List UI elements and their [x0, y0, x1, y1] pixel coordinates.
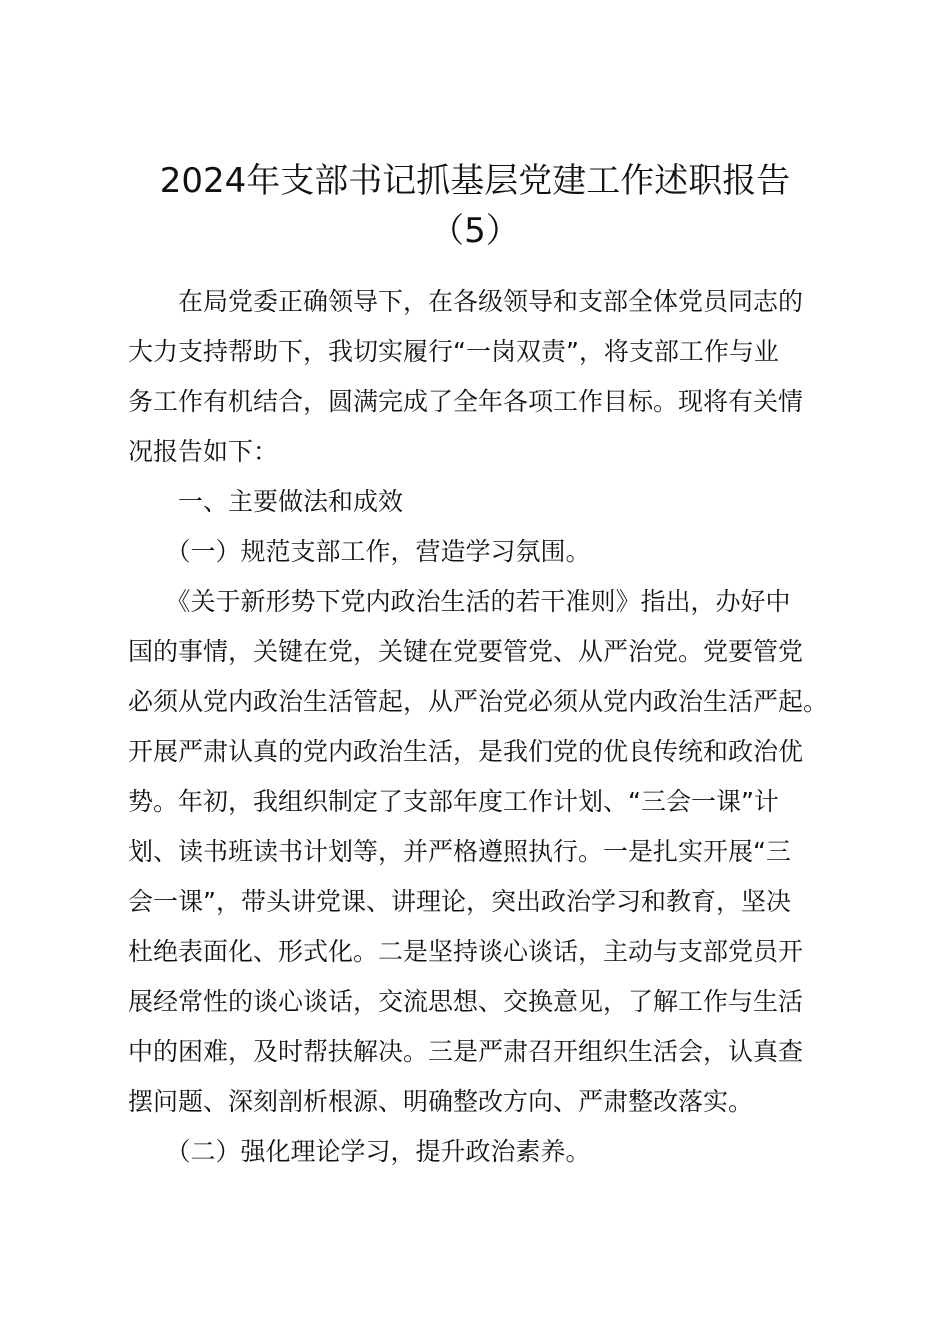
- body-line: 中的困难，及时帮扶解决。三是严肃召开组织生活会，认真查: [128, 1037, 804, 1066]
- document-title-number: （5）: [430, 211, 520, 251]
- body-line: 国的事情，关键在党，关键在党要管党、从严治党。党要管党: [128, 637, 804, 666]
- body-line: 摆问题、深刻剖析根源、明确整改方向、严肃整改落实。: [128, 1087, 754, 1116]
- document-title: 2024年支部书记抓基层党建工作述职报告: [159, 161, 791, 201]
- body-line: 开展严肃认真的党内政治生活，是我们党的优良传统和政治优: [128, 737, 804, 766]
- subsection-heading: （一）规范支部工作，营造学习氛围。: [128, 537, 591, 566]
- body-line: 展经常性的谈心谈话，交流思想、交换意见，了解工作与生活: [128, 987, 804, 1016]
- body-line: 杜绝表面化、形式化。二是坚持谈心谈话，主动与支部党员开: [128, 937, 804, 966]
- body-line: 《关于新形势下党内政治生活的若干准则》指出，办好中: [128, 587, 791, 616]
- subsection-heading: （二）强化理论学习，提升政治素养。: [128, 1137, 591, 1166]
- body-line: 大力支持帮助下，我切实履行“一岗双责”，将支部工作与业: [128, 337, 779, 366]
- section-heading: 一、主要做法和成效: [128, 487, 404, 516]
- body-line: 在局党委正确领导下，在各级领导和支部全体党员同志的: [128, 287, 804, 316]
- body-line: 务工作有机结合，圆满完成了全年各项工作目标。现将有关情: [128, 387, 804, 416]
- body-line: 会一课”，带头讲党课、讲理论，突出政治学习和教育，坚决: [128, 887, 791, 916]
- body-line: 势。年初，我组织制定了支部年度工作计划、“三会一课”计: [128, 787, 779, 816]
- body-line: 划、读书班读书计划等，并严格遵照执行。一是扎实开展“三: [128, 837, 791, 866]
- body-line: 况报告如下：: [128, 437, 279, 466]
- body-line: 必须从党内政治生活管起，从严治党必须从党内政治生活严起。: [128, 687, 829, 716]
